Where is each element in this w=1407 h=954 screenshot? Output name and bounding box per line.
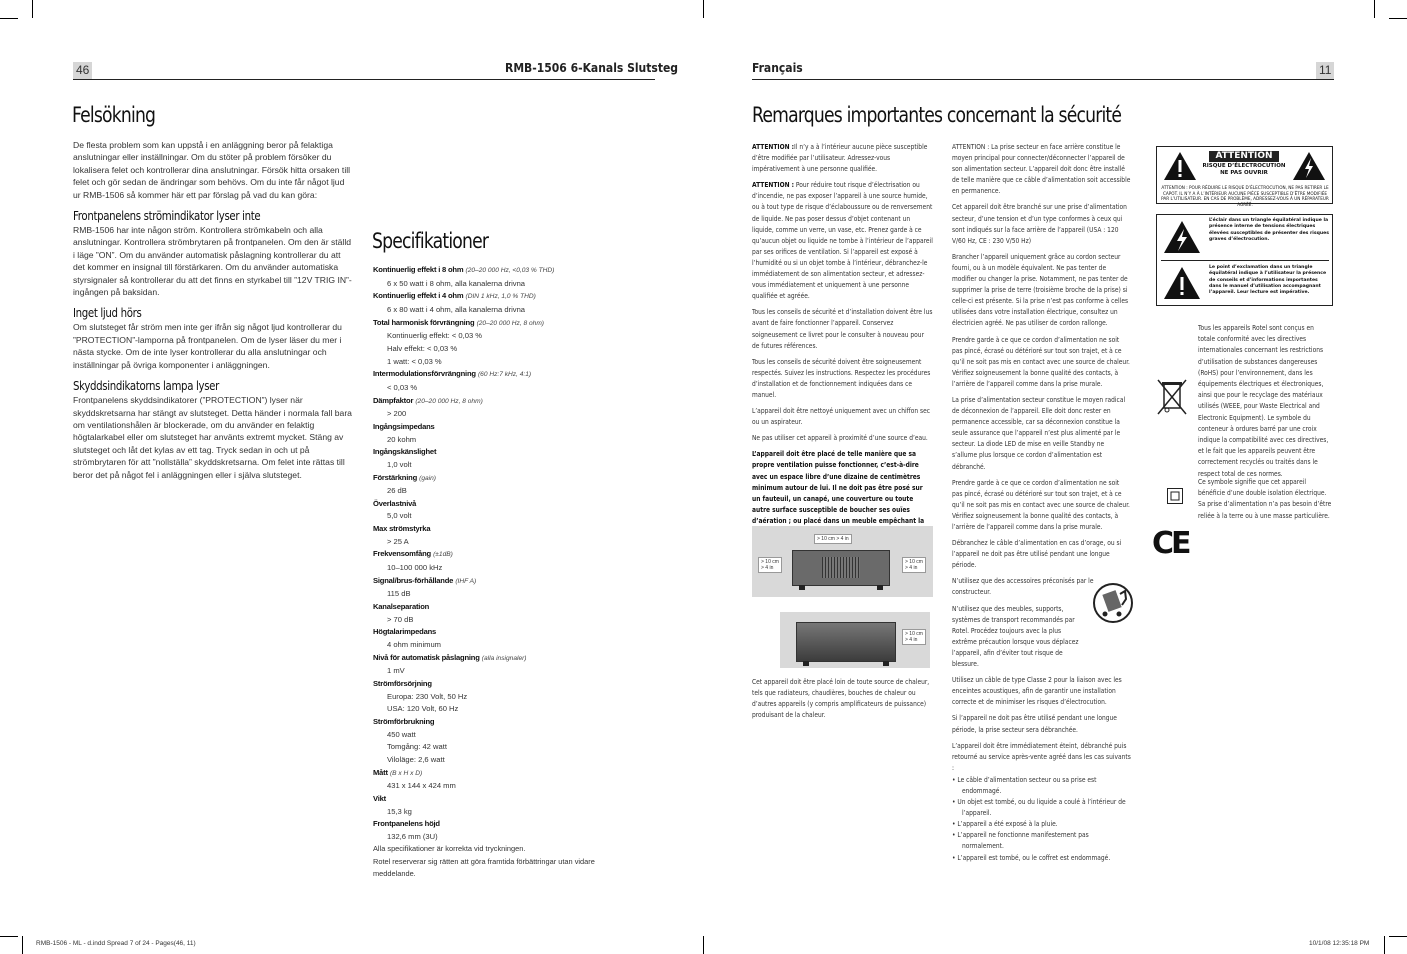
double-insulation-icon: [1167, 488, 1183, 504]
ce-mark: CE: [1152, 526, 1189, 561]
footer-timestamp: 10/1/08 12:35:18 PM: [1309, 940, 1370, 947]
spec-value: 15,3 kg: [387, 806, 412, 816]
safety-paragraph: ATTENTION :Il n’y a à l’intérieur aucune pièce susceptible d’être modifiée par l’utilisateur. Adressez-vous impérativement à une personne qualifiée.: [752, 143, 928, 174]
amplifier-side-view: [796, 622, 896, 662]
cart-tipover-icon: [1092, 582, 1134, 624]
spec-value: Tomgång: 42 watt: [387, 742, 447, 752]
ventilation-diagram-side: [780, 612, 930, 668]
spec-value: 5,0 volt: [387, 511, 412, 521]
list-item: • L’appareil est tombé, ou le coffret est endommagé.: [952, 853, 1111, 862]
footer-file-info: RMB-1506 - ML - d.indd Spread 7 of 24 - Pages(46, 11): [36, 940, 196, 947]
spec-label: Ingångsimpedans: [373, 421, 435, 431]
symbol-legend-box: [1156, 214, 1333, 306]
crop-mark: [1389, 18, 1407, 19]
spec-label: Överlastnivå: [373, 498, 417, 508]
crop-mark: [0, 936, 18, 937]
exclamation-explanation: Le point d’exclamation dans un triangle équilatéral indique à l’utilisateur la présence de conseils et d’informations importantes dans le manuel d’utilisation accompagnant l’appareil. Leur lecture est impérative.: [1209, 265, 1327, 296]
safety-paragraph: ATTENTION : Pour réduire tout risque d’électrisation ou d’incendie, ne pas exposer l’appareil à une source humide, ou à tout type de risque d’éclaboussure ou de renversement de liquide. Ne pas poser dessus d’objet contenant un liquide, comme un verre, un vase, etc. Prenez garde à ce qu’aucun objet ou liquide ne tombe à l’intérieur de l’appareil par ses orifices de ventilation. Si l’appareil est exposé à l’humidité ou si un objet tombe à l’intérieur, débranchez-le immédiatement de son alimentation secteur, et adressez-vous immédiatement et uniquement à une personne qualifiée et agréée.: [752, 181, 933, 301]
spec-value: 20 kohm: [387, 434, 417, 444]
attention-subtitle: RISQUE D’ÉLECTROCUTION NE PAS OUVRIR: [1202, 163, 1286, 176]
spec-label: Högtalarimpedans: [373, 627, 437, 637]
spec-label: Frekvensomfång (±1dB): [373, 549, 453, 559]
crop-mark: [0, 18, 18, 19]
spec-value: 450 watt: [387, 729, 416, 739]
spec-label: Strömförsörjning: [373, 679, 432, 688]
spec-value: Europa: 230 Volt, 50 Hz: [387, 691, 468, 701]
spec-label: Dämpfaktor (20–20 000 Hz, 8 ohm): [373, 395, 483, 405]
crossed-bin-icon: [1156, 378, 1188, 416]
spec-value: < 0,03 %: [387, 382, 418, 392]
troubleshooting-column: [73, 139, 353, 489]
lightning-triangle-icon: [1163, 220, 1201, 254]
spec-value: 6 x 80 watt i 4 ohm, alla kanalerna drivna: [387, 304, 526, 314]
spec-value: Kontinuerlig effekt: < 0,03 %: [387, 331, 483, 341]
spec-value: 132,6 mm (3U): [387, 831, 438, 841]
amplifier-front-view: [792, 550, 890, 586]
attention-title: ATTENTION: [1209, 151, 1279, 162]
safety-paragraph: Prendre garde à ce que ce cordon d’alimentation ne soit pas pincé, écrasé ou détérioré sur tout son trajet, et à ce qu’il ne soit pas mis en contact avec une source de chaleur. Vérifiez soigneusement la bonne qualité des contacts, à l’arrière de l’appareil comme dans la prise murale.: [952, 335, 1130, 388]
section-body: Frontpanelens skyddsindikatorer (”PROTECTION”) lyser när skyddskretsarna har stängt av slutsteget. Detta händer i normala fall bara om ventilationshålen är blockerade, om du använder en felaktig högtalarkabel eller om slutsteget har använts extremt mycket. Stäng av slutsteget och låt det kylas av ett tag. Tryck sedan in och ut på strömbrytaren för att ”nollställa” skyddskretsarna. Om felet inte rättas till beror det på något fel i anläggningen eller i själva slutsteget.: [73, 395, 352, 480]
spec-note: Rotel reserverar sig rätten att göra framtida förbättringar utan vidare meddelande.: [373, 856, 595, 878]
spec-label: Max strömstyrka: [373, 524, 431, 534]
running-head-right: Français: [752, 61, 803, 75]
header-rule: [73, 79, 655, 80]
spec-value: USA: 120 Volt, 60 Hz: [387, 704, 459, 714]
spec-notes: [373, 843, 633, 881]
page-number-right: 11: [1316, 62, 1334, 79]
safety-paragraph: Ne pas utiliser cet appareil à proximité d’une source d’eau.: [752, 434, 928, 443]
crop-mark: [22, 936, 23, 954]
spec-value: 1,0 volt: [387, 459, 412, 469]
spec-label: Signal/brus-förhållande (IHF A): [373, 575, 477, 585]
list-item: • Un objet est tombé, ou du liquide a coulé à l’intérieur de l’appareil.: [952, 798, 1126, 818]
spec-label: Nivå för automatisk påslagning (alla insignaler): [373, 652, 527, 662]
safety-paragraph: Débranchez le câble d’alimentation en cas d’orage, ou si l’appareil ne doit pas être utilisé pendant une longue période.: [952, 539, 1122, 570]
spec-label: Intermodulationsförvrängning (60 Hz:7 kHz, 4:1): [373, 369, 532, 379]
spec-value: > 200: [387, 409, 407, 419]
spec-label: Förstärkning (gain): [373, 472, 436, 482]
spec-value: 4 ohm minimum: [387, 640, 442, 650]
clearance-label-right: > 10 cm > 4 in: [902, 557, 926, 573]
spec-label: Ingångskänslighet: [373, 447, 437, 457]
class2-text: Ce symbole signifie que cet appareil bénéficie d’une double isolation électrique. Sa prise d’alimentation n’a pas besoin d’être reliée à la terre ou à une masse particulière.: [1198, 478, 1332, 520]
list-item: • Le câble d’alimentation secteur ou sa prise est endommagé.: [952, 775, 1097, 795]
spec-label: Vikt: [373, 793, 386, 803]
spec-label: Kontinuerlig effekt i 4 ohm (DIN 1 kHz, 1,0 % THD): [373, 291, 536, 301]
section-heading: Frontpanelens strömindikator lyser inte: [73, 209, 261, 224]
list-item: • L’appareil ne fonctionne manifestement pas normalement.: [952, 831, 1089, 851]
lightning-triangle-icon: [1292, 151, 1326, 181]
spec-value: 115 dB: [387, 589, 411, 599]
spec-value: 1 watt: < 0,03 %: [387, 356, 442, 366]
safety-paragraph: Si l’appareil ne doit pas être utilisé pendant une longue période, la prise secteur sera débranchée.: [952, 714, 1117, 734]
safety-paragraph: Tous les conseils de sécurité doivent être soigneusement respectés. Suivez les instructions. Respectez les procédures d’installation et de fonctionnement indiquées dans ce manuel.: [752, 357, 931, 399]
ventilation-diagram-front: [752, 526, 933, 597]
spec-label: Mått (B x H x D): [373, 767, 423, 777]
safety-paragraph: Cet appareil doit être branché sur une prise d’alimentation secteur, d’une tension et d’un type conformes à ceux qui sont indiqués sur la face arrière de l’appareil (USA : 120 V/60 Hz, CE : 230 V/50 Hz): [952, 203, 1127, 245]
spec-value: Halv effekt: < 0,03 %: [387, 343, 458, 353]
spec-value: 431 x 144 x 424 mm: [387, 781, 456, 791]
section-body: Om slutsteget får ström men inte ger ifrån sig något ljud kontrollerar du ”PROTECTION”-lamporna på frontpanelen. Om de lyser läser du mer i nästa stycke. Om de inte lyser kontrollerar du alla anslutningar och inställningar på övriga komponenter i anläggningen.: [73, 322, 342, 370]
exclamation-triangle-icon: [1163, 266, 1201, 300]
running-head-left: RMB-1506 6-Kanals Slutsteg: [505, 61, 679, 75]
list-item: • L’appareil a été exposé à la pluie.: [952, 820, 1058, 829]
section-body: RMB-1506 har inte någon ström. Kontrollera strömkabeln och alla anslutningar. Kontrollera strömbrytaren på frontpanelen. Om den är ställd i läge ”ON”. Om du använder automatisk påslagning kontrollerar du att det kommer en insignal till förstärkaren. Om du använder automatiska styrsignaler så kontrollerar du att det finns en styrkabel till ”12V TRIG IN”-ingången på baksidan.: [73, 225, 352, 298]
crop-mark: [1389, 936, 1407, 937]
crop-mark: [703, 936, 704, 954]
safety-paragraph: Utilisez un câble de type Classe 2 pour la liaison avec les enceintes acoustiques, afin de garantir une installation correcte et de minimiser les risques d’électrocution.: [952, 676, 1122, 707]
safety-column-2: [952, 142, 1131, 864]
spec-value: 6 x 50 watt i 8 ohm, alla kanalerna drivna: [387, 278, 526, 288]
spec-label: Kontinuerlig effekt i 8 ohm (20–20 000 Hz, <0,03 % THD): [373, 265, 555, 274]
clearance-label-right: > 10 cm > 4 in: [902, 629, 926, 645]
lightning-explanation: L’éclair dans un triangle équilatéral indique la présence interne de tensions électriques élevées susceptibles de présenter des risques graves d’électrocution.: [1209, 218, 1330, 242]
heat-source-note: Cet appareil doit être placé loin de toute source de chaleur, tels que radiateurs, chaudières, bouches de chaleur ou d’autres appareils (y compris amplificateurs de puissance) produisant de la chaleur.: [752, 678, 930, 720]
spec-value: 10–100 000 kHz: [387, 563, 443, 573]
intro-paragraph: De flesta problem som kan uppstå i en anläggning beror på felaktiga anslutningar eller inställningar. Om du stöter på problem försöker du lokalisera felet och kontrollerar dina anslutningar. Försök hitta orsaken till felet och gör sedan de ändringar som behövs. Om du inte får något ljud ur RMB-1506 så kommer här ett par förslag på vad du kan göra:: [73, 140, 351, 200]
spec-label: Strömförbrukning: [373, 716, 435, 726]
spec-value: > 70 dB: [387, 614, 414, 624]
spec-note: Alla specifikationer är korrekta vid tryckningen.: [373, 844, 526, 853]
crop-mark: [1374, 0, 1375, 18]
return-conditions-list: [952, 775, 1131, 864]
ventilation-warning: L’appareil doit être placé de telle manière que sa propre ventilation puisse fonctionner, c’est-à-dire avec un espace libre d’une dizaine de centimètres minimum autour de lui. Il ne doit pas être posé sur un fauteuil, un canapé, une couverture ou toute autre surface susceptible de boucher ses ouïes d’aération ; ou placé dans un meuble empêchant la: [752, 450, 925, 525]
safety-paragraph: ATTENTION : La prise secteur en face arrière constitue le moyen principal pour connecter/déconnecter l’appareil de son alimentation secteur. L’appareil doit donc être installé de telle manière que ce câble d’alimentation soit accessible en permanence.: [952, 143, 1131, 196]
page-title: Felsökning: [72, 103, 156, 127]
safety-paragraph: N’utilisez que des accessoires préconisés par le constructeur.: [952, 577, 1094, 597]
clearance-label-left: > 10 cm > 4 in: [758, 557, 782, 573]
safety-paragraph: Prendre garde à ce que ce cordon d’alimentation ne soit pas pincé, écrasé ou détérioré sur tout son trajet, et à ce qu’il ne soit pas mis en contact avec une source de chaleur. Vérifiez soigneusement la bonne qualité des contacts, à l’arrière de l’appareil comme dans la prise murale.: [952, 478, 1130, 531]
section-heading: Inget ljud hörs: [73, 306, 142, 321]
section-heading: Skyddsindikatorns lampa lyser: [73, 379, 219, 394]
safety-column-1: [752, 142, 933, 543]
spec-list: [373, 264, 623, 844]
spec-value: Viloläge: 2,6 watt: [387, 754, 445, 764]
page-title: Remarques importantes concernant la sécurité: [752, 103, 1122, 127]
crop-mark: [1384, 936, 1385, 954]
safety-paragraph: La prise d’alimentation secteur constitue le moyen radical de déconnexion de l’appareil. Elle doit donc rester en permanence accessible, car sa déconnexion constitue la seule assurance que l’appareil n’est plus alimenté par le secteur. La diode LED de mise en veille Standby ne s’allume plus lorsque ce cordon d’alimentation est débranché.: [952, 395, 1126, 471]
crop-mark: [703, 0, 704, 18]
safety-paragraph: L’appareil doit être nettoyé uniquement avec un chiffon sec ou un aspirateur.: [752, 407, 931, 427]
spec-label: Total harmonisk förvrängning (20–20 000 Hz, 8 ohm): [373, 317, 545, 327]
spec-title: Specifikationer: [372, 229, 489, 253]
spec-value: 1 mV: [387, 666, 405, 676]
page-number-left: 46: [73, 62, 92, 79]
attention-caption: ATTENTION : POUR RÉDUIRE LE RISQUE D’ÉLECTROCUTION, NE PAS RETIRER LE CAPOT. IL N’Y A À L’INTÉRIEUR AUCUNE PIÈCE SUSCEPTIBLE D’ÊTRE MODIFIÉE PAR L’UTILISATEUR. EN CAS DE PROBLÈME, ADRESSEZ-VOUS À UN RÉPARATEUR AGRÉÉ.: [1161, 185, 1329, 207]
safety-paragraph: L’appareil doit être immédiatement éteint, débranché puis retourné au service après-vente agréé dans les cas suivants :: [952, 741, 1131, 772]
safety-paragraph: N’utilisez que des meubles, supports, systèmes de transport recommandés par Rotel. Procédez toujours avec la plus extrême précaution lorsque vous déplacez l’appareil, afin d’éviter tout risque de blessure.: [952, 604, 1079, 669]
weee-text: Tous les appareils Rotel sont conçus en totale conformité avec les directives internationales concernant les restrictions d’utilisation de substances dangereuses (RoHS) pour l’environnement, dans les équipements électriques et électroniques, ainsi que pour le recyclage des matériaux utilisés (WEEE, pour Waste Electrical and Electronic Equipment). Le symbole du conteneur à ordures barré par une croix indique la compatibilité avec ces directives, et le fait que les appareils peuvent être correctement recyclés ou traités dans le respect total de ces normes.: [1198, 324, 1329, 478]
attention-warning-label: [1156, 146, 1333, 207]
spec-value: > 25 A: [387, 536, 409, 546]
spec-label: Frontpanelens höjd: [373, 819, 440, 829]
spec-label: Kanalseparation: [373, 602, 430, 612]
header-rule: [752, 79, 1334, 80]
safety-paragraph: Tous les conseils de sécurité et d’installation doivent être lus avant de faire fonctionner l’appareil. Conservez soigneusement ce livret pour le consulter à nouveau pour de futures références.: [752, 308, 933, 350]
clearance-label-top: > 10 cm > 4 in: [814, 534, 852, 544]
spec-value: 26 dB: [387, 486, 407, 496]
crop-mark: [32, 0, 33, 18]
exclamation-triangle-icon: [1163, 151, 1197, 181]
safety-paragraph: Brancher l’appareil uniquement grâce au cordon secteur fourni, ou à un modèle équivalent. Ne pas tenter de modifier ou changer la prise. Notamment, ne pas tenter de supprimer la prise de terre (troisième broche de la prise) si celle-ci est présente. Si la prise n’est pas conforme à celles utilisées dans votre installation électrique, consultez un électricien agréé. Ne pas utiliser de cordon rallonge.: [952, 252, 1129, 328]
